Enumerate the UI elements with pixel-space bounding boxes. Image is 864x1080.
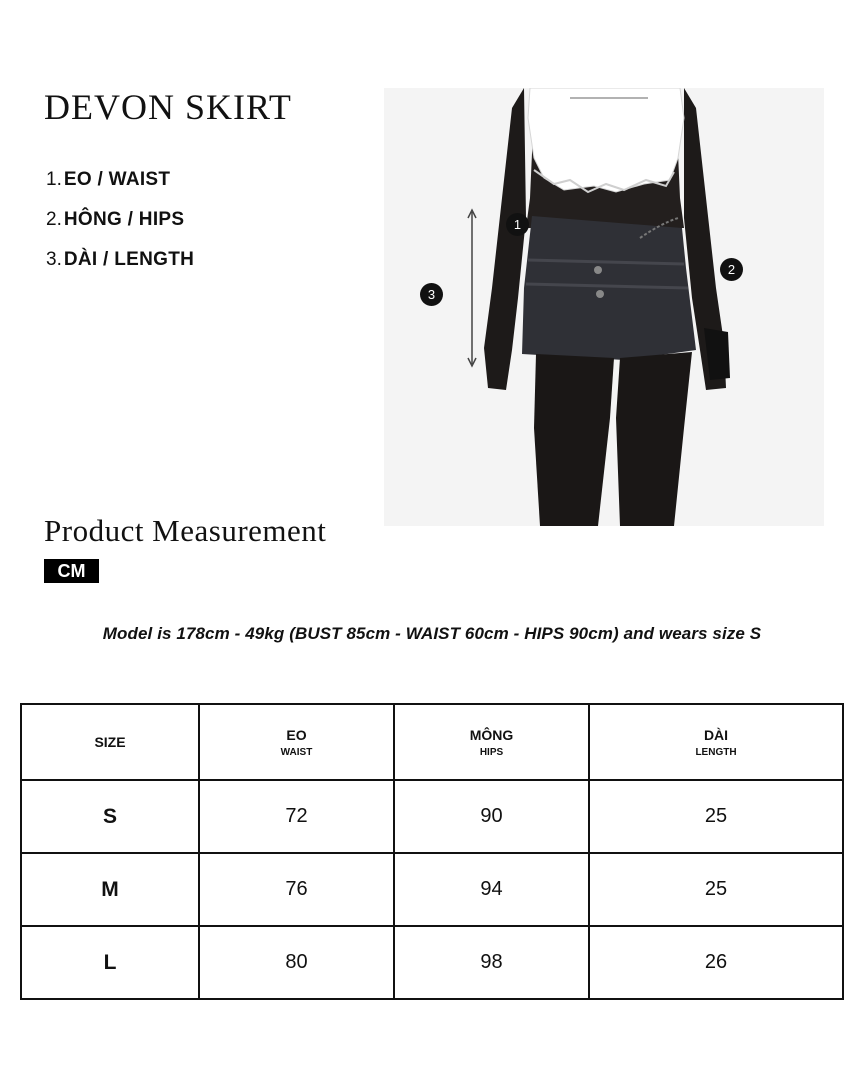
header-main: MÔNG [469,726,514,743]
size-table [20,703,844,1000]
header-main: DÀI [703,726,729,743]
marker-waist: 1 [506,213,529,236]
section-title: Product Measurement [44,513,327,548]
model-illustration [384,88,824,526]
header-sub: LENGTH [695,746,737,758]
product-photo [384,88,824,526]
table-row [21,853,843,926]
marker-hips: 2 [720,258,743,281]
header-sub: HIPS [479,746,504,758]
header-sub: WAIST [280,746,313,758]
header-main: EO [286,726,307,743]
model-note: Model is 178cm - 49kg (BUST 85cm - WAIST 60cm - HIPS 90cm) and wears size S [102,624,762,643]
length-cell: 26 [589,926,843,999]
length-cell: 25 [589,853,843,926]
table-row [21,926,843,999]
measurement-number: 3. [46,249,62,270]
hips-cell: 94 [394,853,589,926]
header-hips [394,704,589,780]
size-cell: S [21,780,199,853]
measurement-item-hips [46,200,194,240]
measurement-label: EO / WAIST [63,169,171,190]
hips-cell: 98 [394,926,589,999]
header-size [21,704,199,780]
hips-cell: 90 [394,780,589,853]
size-cell: M [21,853,199,926]
length-cell: 25 [589,780,843,853]
measurement-number: 2. [46,209,62,230]
measurement-item-length [46,240,194,280]
waist-cell: 72 [199,780,394,853]
table-row [21,780,843,853]
size-cell: L [21,926,199,999]
measurement-item-waist [46,160,194,200]
measurement-number: 1. [46,169,62,190]
product-title: DEVON SKIRT [44,87,292,127]
waist-cell: 80 [199,926,394,999]
table-header-row [21,704,843,780]
header-length [589,704,843,780]
measurement-label: DÀI / LENGTH [63,249,195,270]
header-main: SIZE [94,734,126,750]
measurement-label: HÔNG / HIPS [63,209,185,230]
marker-length: 3 [420,283,443,306]
measurement-list [46,160,194,280]
unit-badge: CM [44,559,99,583]
header-waist [199,704,394,780]
waist-cell: 76 [199,853,394,926]
